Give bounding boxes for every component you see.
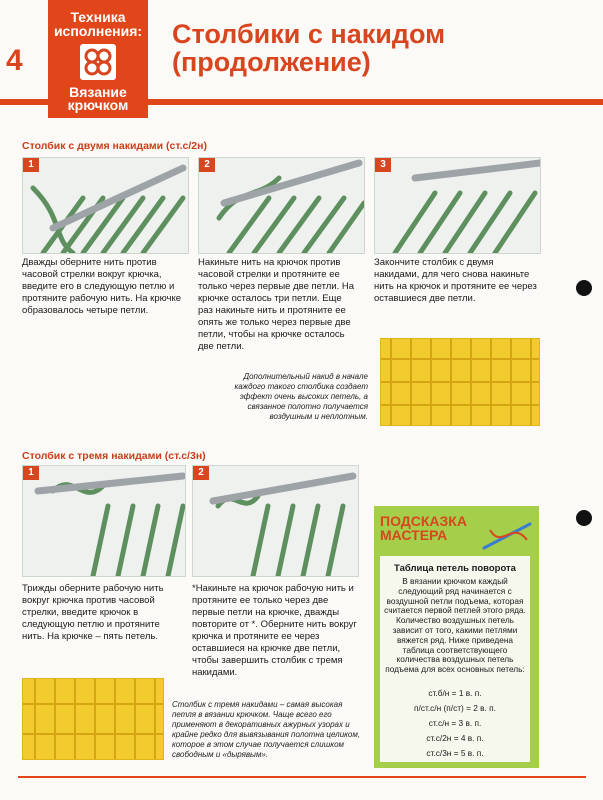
section2-swatch-photo (22, 678, 164, 760)
title-line-2: (продолжение) (172, 47, 371, 77)
section1-step3-text: Закончите столбик с двумя накидами, для чего снова накиньте нить на крючок и протяните ее через оставшиеся две петли. (374, 257, 537, 304)
title-line-1: Столбики с накидом (172, 19, 446, 49)
section2-heading: Столбик с тремя накидами (ст.с/3н) (22, 450, 206, 462)
section1-swatch-photo (380, 338, 540, 426)
badge-top-text: Техника исполнения: (53, 9, 143, 39)
tip-table-row: п/ст.с/н (п/ст) = 2 в. п. (414, 703, 496, 713)
tip-table-row: ст.с/3н = 5 в. п. (426, 748, 484, 758)
tip-table-title: Таблица петель поворота (394, 563, 516, 574)
tip-table-row: ст.б/н = 1 в. п. (428, 688, 482, 698)
section1-step1-text: Дважды оберните нить против часовой стрелки вокруг крючка, введите его в следующую петлю и протяните рабочую нить. На крючке образовалось четыре петли. (22, 257, 182, 316)
master-tip-heading (380, 514, 467, 542)
tip-table-row: ст.с/н = 3 в. п. (428, 718, 482, 728)
knot-icon (80, 44, 116, 80)
tip-heading-line-1: ПОДСКАЗКА (380, 513, 467, 529)
section1-heading: Столбик с двумя накидами (ст.с/2н) (22, 140, 207, 152)
crochet-hook-icon (482, 520, 532, 555)
step-number: 2 (193, 466, 209, 480)
section1-step2-text: Накиньте нить на крючок против часовой стрелки и протяните ее только через первые две петли. На крючке осталось три петли. Еще раз накиньте нить и протяните ее опять же только через первые две петли, чтобы на крючке осталось две петли. (198, 257, 355, 352)
section2-step1-text: Трижды оберните рабочую нить вокруг крючка против часовой стрелки, введите крючок в следующую петлю и протяните нить. На крючке – пять петель. (22, 583, 164, 642)
section1-note: Дополнительный накид в начале каждого такого столбика создает эффект очень высоких петель, а связанное полотно получается воздушным и неплотным. (234, 372, 368, 421)
section1-step1-illustration (22, 157, 189, 254)
binder-hole (576, 510, 592, 526)
step-number: 1 (23, 158, 39, 172)
binder-hole (576, 280, 592, 296)
bottom-rule (18, 776, 586, 778)
section1-step2-illustration (198, 157, 365, 254)
step-number: 2 (199, 158, 215, 172)
badge-bottom-text: Вязание крючком (67, 84, 129, 113)
section2-step1-illustration (22, 465, 186, 577)
step-number: 1 (23, 466, 39, 480)
step-number: 3 (375, 158, 391, 172)
section1-step3-illustration (374, 157, 541, 254)
section2-note: Столбик с тремя накидами – самая высокая петля в вязании крючком. Чаще всего его применяют в декоративных ажурных узорах и крайне редко для вывязывания полотна целиком, которое в этом случае получается слишком свободным и «дырявым». (172, 700, 361, 759)
section2-step2-text: *Накиньте на крючок рабочую нить и протяните ее только через две первые петли на крючке, дважды повторите от *. Оберните нить вокруг крючка и протяните ее через оставшиеся на крючке две петли, чтобы завершить столбик с тремя накидами. (192, 583, 357, 678)
page-number: 4 (6, 44, 23, 77)
section2-step2-illustration (192, 465, 359, 577)
page-title (172, 20, 445, 76)
tip-text: В вязании крючком каждый следующий ряд начинается с воздушной петли подъема, которая считается первой петлей этого ряда. Количество воздушных петель зависит от того, какими петлями вяжется ряд. Ниже приведена таблица соответствующего количества воздушных петель подъема для всех основных петель: (384, 576, 526, 675)
tip-table-row: ст.с/2н = 4 в. п. (426, 733, 484, 743)
tip-heading-line-2: МАСТЕРА (380, 527, 448, 543)
